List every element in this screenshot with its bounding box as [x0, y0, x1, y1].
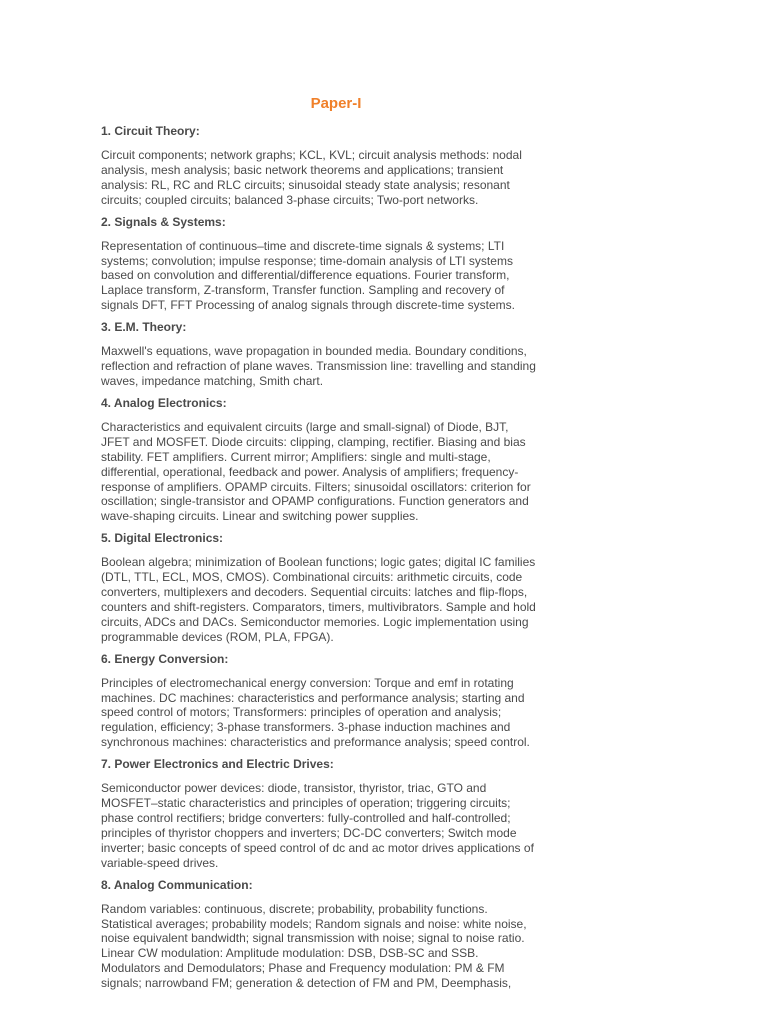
section-body-line: analysis, mesh analysis; basic network theorems and applications; transient: [101, 162, 504, 177]
section-body-line: JFET and MOSFET. Diode circuits: clipping, clamping, rectifier. Biasing and bias: [101, 434, 526, 449]
section-body: [101, 781, 571, 870]
section-body-line: counters and shift-registers. Comparators, timers, multivibrators. Sample and hold: [101, 599, 536, 614]
section-body-line: variable-speed drives.: [101, 855, 219, 870]
section-body-line: programmable devices (ROM, PLA, FPGA).: [101, 629, 334, 644]
section-body: [101, 239, 571, 314]
section-heading: 4. Analog Electronics:: [101, 395, 227, 410]
section-body-line: wave-shaping circuits. Linear and switching power supplies.: [101, 509, 419, 524]
section-body-line: response of amplifiers. OPAMP circuits. Filters; sinusoidal oscillators: criterion for: [101, 479, 531, 494]
section-body-line: stability. FET amplifiers. Current mirror; Amplifiers: single and multi-stage,: [101, 449, 491, 464]
section-body-line: noise equivalent bandwidth; signal transmission with noise; signal to noise ratio.: [101, 931, 525, 946]
section-body-line: Random variables: continuous, discrete; probability, probability functions.: [101, 901, 488, 916]
section-body: [101, 148, 571, 208]
section-body-line: Boolean algebra; minimization of Boolean functions; logic gates; digital IC families: [101, 555, 536, 570]
page-title: Paper-I: [310, 95, 362, 112]
section-body-line: MOSFET–static characteristics and principles of operation; triggering circuits;: [101, 796, 511, 811]
section-body-line: systems; convolution; impulse response; time-domain analysis of LTI systems: [101, 253, 513, 268]
sections-container: [101, 124, 571, 991]
section-body-line: differential, operational, feedback and power. Analysis of amplifiers; frequency-: [101, 464, 519, 479]
section-body-line: Linear CW modulation: Amplitude modulation: DSB, DSB-SC and SSB.: [101, 946, 479, 961]
document-page: [101, 94, 571, 998]
section-body: [101, 902, 571, 991]
section-heading: 6. Energy Conversion:: [101, 651, 229, 666]
section-body-line: Characteristics and equivalent circuits (large and small-signal) of Diode, BJT,: [101, 419, 509, 434]
section-body-line: Semiconductor power devices: diode, transistor, thyristor, triac, GTO and: [101, 781, 487, 796]
section-body: [101, 344, 571, 389]
section-heading: 1. Circuit Theory:: [101, 124, 200, 138]
section-body-line: Statistical averages; probability models; Random signals and noise: white noise,: [101, 916, 527, 931]
section-body: [101, 676, 571, 751]
section-body-line: analysis: RL, RC and RLC circuits; sinusoidal steady state analysis; resonant: [101, 177, 510, 192]
section-body: [101, 420, 571, 524]
section-body-line: (DTL, TTL, ECL, MOS, CMOS). Combinational circuits: arithmetic circuits, code: [101, 570, 523, 585]
section-body-line: inverter; basic concepts of speed control of dc and ac motor drives applications of: [101, 840, 534, 855]
section-body-line: oscillation; single-transistor and OPAMP configurations. Function generators and: [101, 494, 529, 509]
section-heading: 8. Analog Communication:: [101, 877, 253, 892]
section-body-line: converters, multiplexers and decoders. Sequential circuits: latches and flip-flops,: [101, 585, 528, 600]
section-heading: 3. E.M. Theory:: [101, 320, 187, 335]
section-body-line: Circuit components; network graphs; KCL, KVL; circuit analysis methods: nodal: [101, 148, 522, 162]
section-body-line: waves, impedance matching, Smith chart.: [101, 373, 324, 388]
section-body-line: signals DFT, FFT Processing of analog signals through discrete-time systems.: [101, 298, 515, 313]
section-body-line: Representation of continuous–time and discrete-time signals & systems; LTI: [101, 238, 505, 253]
section-body-line: reflection and refraction of plane waves. Transmission line: travelling and standing: [101, 359, 536, 374]
section-body-line: Modulators and Demodulators; Phase and Frequency modulation: PM & FM: [101, 961, 505, 976]
section-body-line: machines. DC machines: characteristics and performance analysis; starting and: [101, 690, 525, 705]
section-body-line: circuits, ADCs and DACs. Semiconductor memories. Logic implementation using: [101, 614, 529, 629]
section-body-line: Maxwell's equations, wave propagation in bounded media. Boundary conditions,: [101, 344, 527, 359]
section-body: [101, 555, 571, 644]
section-body-line: signals; narrowband FM; generation & detection of FM and PM, Deemphasis,: [101, 976, 512, 991]
section-body-line: circuits; coupled circuits; balanced 3-phase circuits; Two-port networks.: [101, 192, 479, 207]
section-body-line: principles of thyristor choppers and inverters; DC-DC converters; Switch mode: [101, 825, 517, 840]
section-body-line: regulation, efficiency; 3-phase transformers. 3-phase induction machines and: [101, 720, 511, 735]
section-heading: 5. Digital Electronics:: [101, 531, 224, 546]
section-body-line: speed control of motors; Transformers: principles of operation and analysis;: [101, 705, 502, 720]
section-body-line: phase control rectifiers; bridge converters: fully-controlled and half-controlled;: [101, 811, 511, 825]
section-heading: 2. Signals & Systems:: [101, 214, 226, 229]
section-body-line: based on convolution and differential/difference equations. Fourier transform,: [101, 268, 510, 283]
section-body-line: synchronous machines: characteristics and preformance analysis; speed control.: [101, 735, 530, 750]
section-body-line: Laplace transform, Z-transform, Transfer function. Sampling and recovery of: [101, 283, 505, 298]
section-body-line: Principles of electromechanical energy conversion: Torque and emf in rotating: [101, 675, 514, 690]
section-heading: 7. Power Electronics and Electric Drives:: [101, 757, 334, 772]
